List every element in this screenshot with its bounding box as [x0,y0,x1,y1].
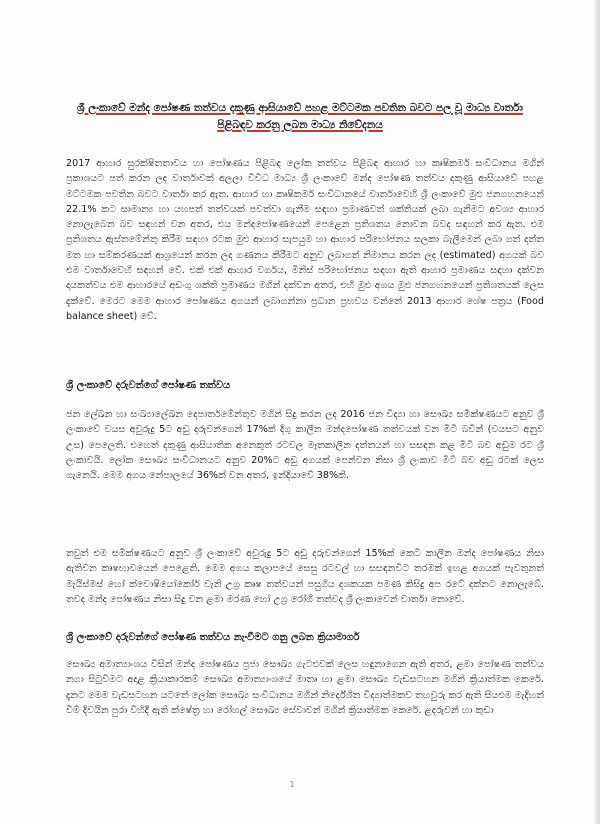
scan-edge-shadow [594,0,600,824]
heading-child-nutrition-status: ශ්‍රී ලංකාවේ දරුවන්ගේ පෝෂණ තත්වය [66,380,231,391]
heading-improvement-measures: ශ්‍රී ලංකාවේ දරුවන්ගේ පෝෂණ තත්වය නැංවීමට ගනු ලබන ක්‍රියාමාර්ග [66,632,360,643]
paragraph-stunting: ජන ලේඛන හා සංඛ්‍යාලේඛන දෙපාර්තමේන්තුව මගින් සිදු කරන ලද 2016 ජන විද්‍යා හා සෞඛ්‍ය සමීක්ෂණයට අනුව ශ්‍රී ලංකාවේ වයස අවුරුදු 5ට අඩු දරුවන්ගෙන් 17%ක් දිගු කාලීන මන්දපෝෂණ තත්වයක් වන මිටි බවින් (වයසට අනුව උස) පෙලෙති. එහෙත් දකුණු ආසියාතික අනෙකුත් රටවල මෑතකාලීන දත්තයන් හා සසඳන කළ මිටි බව අඩුම රට ශ්‍රී ලංකාවයි. ලෝක සෞඛ්‍ය සංවිධානයට අනුව 20%ට අඩු අගයක් පෙන්වන නිසා ශ්‍රී ලංකාව මිටි බව අඩු රටක් ලෙස ගැනෙයි. මෙම අගය නේපාලයේ 36%ක් වන අතර, ඉන්දියාවේ 38%කි. [66,409,544,482]
paragraph-measures: සෞඛ්‍ය අමාත්‍යාංශය විසින් මන්ද පෝෂණය ප්‍රජා සෞඛ්‍ය ගැටළුවක් ලෙස හඳුනාගෙන ඇති අතර, ළමා පෝෂණ තත්වය නගා සිටුවීමට අදාළ ක්‍රියාකාරකම් සෞඛ්‍ය අමාත්‍යාංශයේ මාතෘ හා ළමා සෞඛ්‍ය වැඩසටහන මගින් ක්‍රියාත්මක කෙරේ. දැනට මෙම වැඩසටහන යටතේ ලෝක සෞඛ්‍ය සංවිධානය මගින් නිර්දේශිත විද්‍යාත්මකව තහවුරු කර ඇති සියළුම මැදිහත් වීම් දිවයින පුරා විහිදී ඇති ක්ෂේත්‍ර හා රෝහල් සෞඛ්‍ය සේවාවන් මගින් ක්‍රියාත්මක කෙරේ. ළදරුවන් හා කුඩා [66,659,544,716]
title-line-1: ශ්‍රී ලංකාවේ මන්ද පෝෂණ තත්වය දකුණු ආසියාවේ පහළ මට්ටමක පවතින බවට පල වූ මාධ්‍ය වාර්තා [77,102,523,114]
title-line-2: පිළිබඳව කරනු ලබන මාධ්‍ය නිවේදනය [217,119,383,131]
paragraph-intro: 2017 ආහාර සුරක්ෂිතතාවය හා පෝෂණය පිළිබඳ ලෝක තත්වය පිළිබඳ ආහාර හා කෘෂිකර්ම සංවිධානය මගින් ප්‍රකාශයට පත් කරන ලද වාර්තාවක් අලලා විවිධ මාධ්‍ය ශ්‍රී ලංකාවේ මන්ද පෝෂණ තත්වය දකුණු ආසියාවේ පහළ මට්ටමක පවතින බවට වාර්තා කර ඇත. ආහාර හා කෘෂිකර්ම සංවිධානයේ වාර්තාවෙහි ශ්‍රී ලංකාවේ මුළු ජනගහනයෙන් 22.1% කට සාමාන්‍ය හා යහපත් තත්වයක් පවත්වා ගැනීම සඳහා ප්‍රමාණවත් ශක්තියක් ලබා ගැනීමට අවශ්‍ය ආහාර නොලැබෙන බව සඳහන් වන අතර, එය මන්දපෝෂණයෙන් පෙළෙන ප්‍රතිශතය නොවන බවද සඳහන් කර ඇත. එම ප්‍රතිශතය ඇස්තමේන්තු කිරීම සඳහා රටක මුළු ආහාර සැපයුම හා ආහාර පරිභෝජනය සලකා බැලීමෙන් ලබා ගත් දත්ත මත හා සම්කරණයක් ආශ්‍රයෙන් කරන ලද ගණනය කිරීමට අනුව ලබාගත් නිමානය කරන ලද (estimated) අගයක් බව එම වාර්තාවෙහි සඳහන් වේ. එක් එක් ආහාර වර්ගය, මිනිස් පරිභෝජනය සඳහා ඇති ආහාර ප්‍රමාණය සඳහා දක්වන දායකත්වය එම ආහාරයේ අඩංගු ශක්ති ප්‍රමාණය මගින් දක්වන අතර, එහි මුළු අගය මුළු ජනගහනයෙන් ප්‍රතිශතයක් ලෙස දැක්වේ. මෙරට මෙම ආහාර පෝෂණය අගයන් ලබාගන්නා ප්‍රධාන ප්‍රභවය වන්නේ 2013 ආහාර ශේෂ පත්‍රය (Food balance sheet) වේ. [66,158,544,322]
paragraph-wasting: තවුත් එම සමීක්ෂණයට අනුව ශ්‍රී ලංකාවේ අවුරුදු 5ට අඩු දරුවන්ගෙන් 15%ක් කෙටි කාලීන මන්ද පෝෂණය නිසා ඇතිවන කෘෂභාවයෙන් පෙළෙති. මෙම අගය කලාපයේ සෙසු රටවල් හා සසඳනවිට තරමක් ඉහළ අගයක් පැවතුනත් මැයිස්මස් හෝ ක්වොෂියෝකෝර් වැනි උග්‍ර කෘෂ තත්වයන් පසුගිය දශකයක පමණ කිසිදු අප රටේ දක්නට නොලැබේ. තවද මන්ද පෝෂණය නිසා සිදු වන ළමා මරණ හෝ උග්‍ර රෝගී තත්වද ශ්‍රී ලංකාවෙන් වාර්තා නොවේ. [66,548,544,605]
page-number: 1 [289,780,295,789]
document-title [60,100,540,134]
